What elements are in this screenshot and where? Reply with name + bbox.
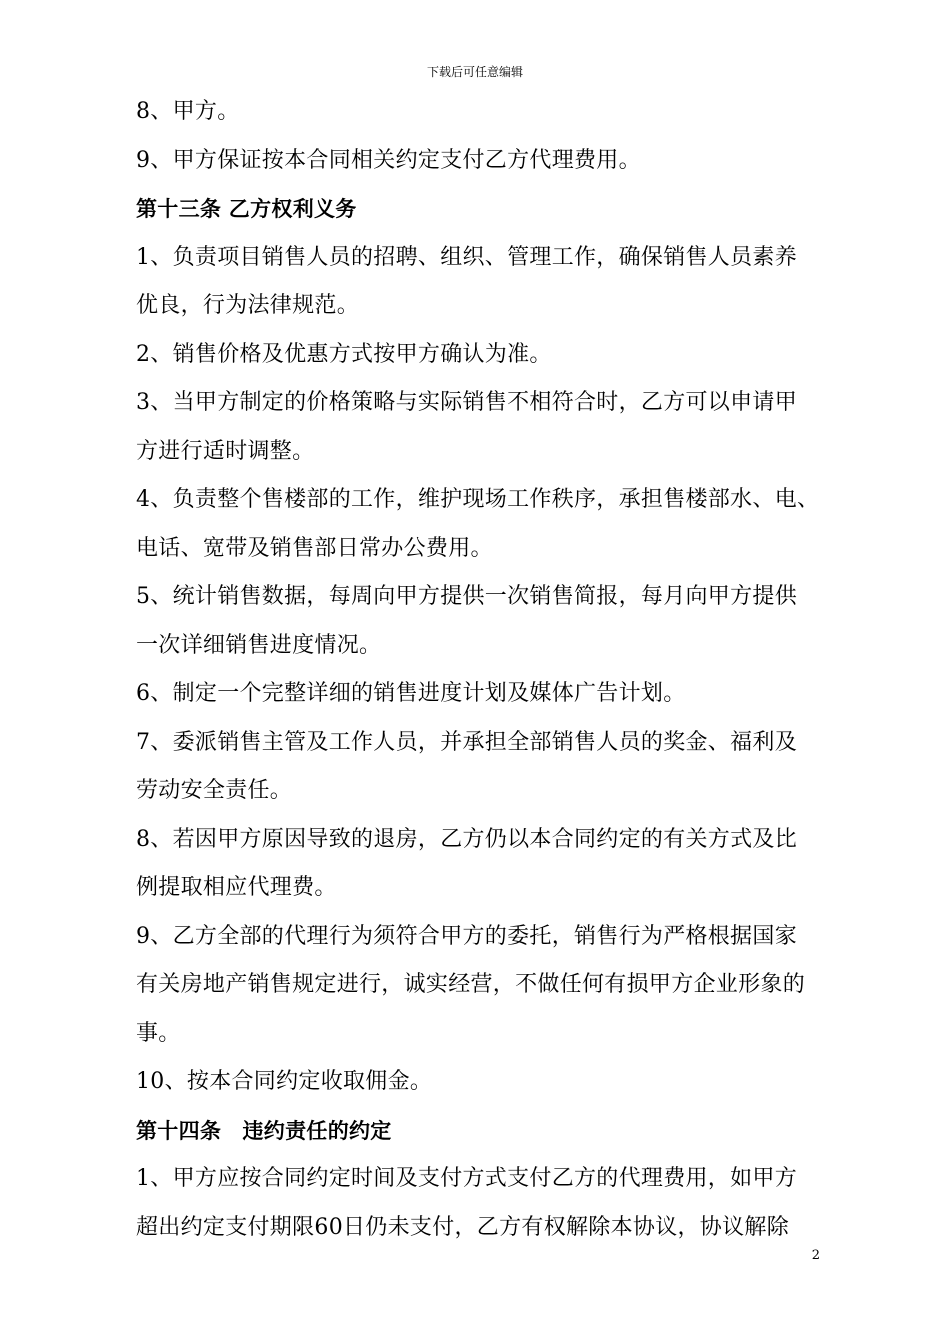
paragraph-line: 一次详细销售进度情况。 xyxy=(136,632,382,658)
paragraph-line: 3、当甲方制定的价格策略与实际销售不相符合时，乙方可以申请甲 xyxy=(136,390,797,415)
paragraph-line: 9、甲方保证按本合同相关约定支付乙方代理费用。 xyxy=(136,147,641,173)
paragraph-line: 超出约定支付期限60日仍未支付，乙方有权解除本协议，协议解除 xyxy=(136,1214,789,1240)
section-heading: 第十四条 违约责任的约定 xyxy=(136,1118,392,1143)
paragraph-line: 劳动安全责任。 xyxy=(136,778,293,803)
paragraph-line: 有关房地产销售规定进行，诚实经营，不做任何有损甲方企业形象的 xyxy=(136,972,806,997)
paragraph-line: 方进行适时调整。 xyxy=(136,438,315,464)
section-heading: 第十三条 乙方权利义务 xyxy=(136,197,357,221)
paragraph-line: 例提取相应代理费。 xyxy=(136,875,337,900)
paragraph-line: 事。 xyxy=(136,1020,181,1046)
paragraph-line: 7、委派销售主管及工作人员，并承担全部销售人员的奖金、福利及 xyxy=(136,729,797,755)
paragraph-line: 10、按本合同约定收取佣金。 xyxy=(136,1069,433,1094)
paragraph-line: 优良，行为法律规范。 xyxy=(136,293,360,318)
paragraph-line: 8、若因甲方原因导致的退房，乙方仍以本合同约定的有关方式及比 xyxy=(136,826,797,852)
document-body xyxy=(136,88,826,1252)
paragraph-line: 4、负责整个售楼部的工作，维护现场工作秩序，承担售楼部水、电、 xyxy=(136,487,820,512)
paragraph-line: 2、销售价格及优惠方式按甲方确认为准。 xyxy=(136,341,552,367)
paragraph-line: 8、甲方。 xyxy=(136,99,240,124)
paragraph-line: 9、乙方全部的代理行为须符合甲方的委托，销售行为严格根据国家 xyxy=(136,923,797,949)
page-header: 下载后可任意编辑 xyxy=(426,65,523,79)
paragraph-line: 5、统计销售数据，每周向甲方提供一次销售简报，每月向甲方提供 xyxy=(136,584,797,609)
paragraph-line: 1、负责项目销售人员的招聘、组织、管理工作，确保销售人员素养 xyxy=(136,244,797,270)
paragraph-line: 1、甲方应按合同约定时间及支付方式支付乙方的代理费用，如甲方 xyxy=(136,1166,797,1191)
paragraph-line: 电话、宽带及销售部日常办公费用。 xyxy=(136,535,493,561)
paragraph-line: 6、制定一个完整详细的销售进度计划及媒体广告计划。 xyxy=(136,681,686,706)
page-number: 2 xyxy=(811,1248,820,1263)
